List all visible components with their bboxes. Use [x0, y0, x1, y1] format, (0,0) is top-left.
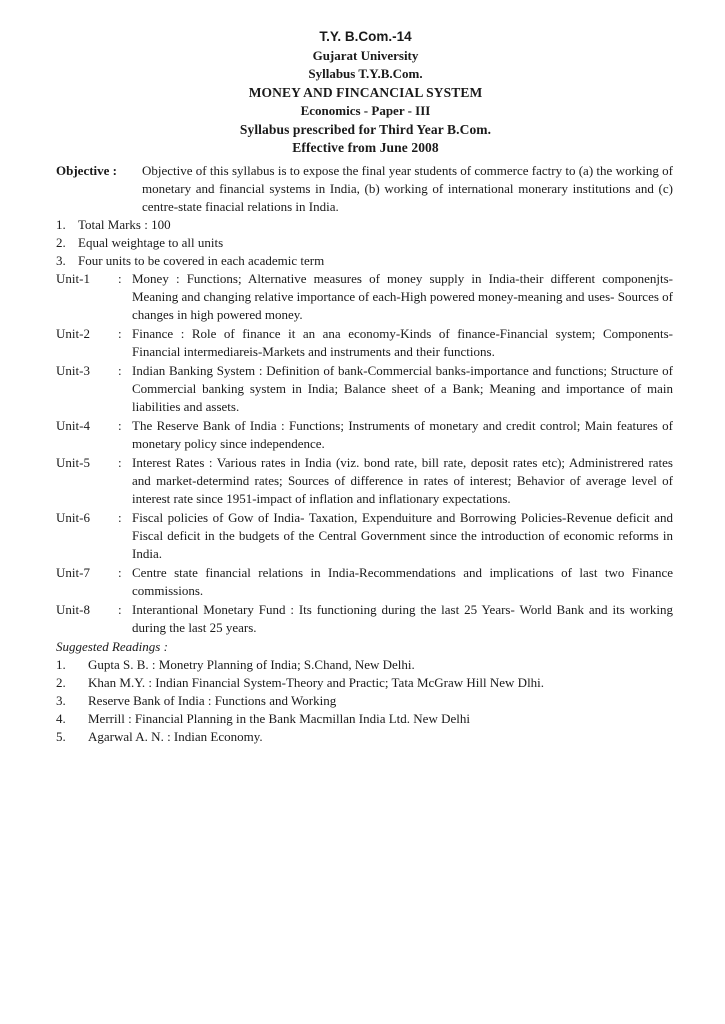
list-number: 1.	[56, 216, 66, 232]
reading-text: Reserve Bank of India : Functions and Working	[88, 692, 337, 708]
unit-colon: :	[118, 417, 122, 433]
paper-title: Economics - Paper - III	[300, 103, 431, 118]
reading-text: Gupta S. B. : Monetry Planning of India; S.Chand, New Delhi.	[88, 656, 415, 672]
unit-row	[56, 270, 675, 324]
unit-label: Unit-4	[56, 417, 90, 433]
unit-row	[56, 362, 675, 416]
unit-row	[56, 417, 675, 453]
unit-text: Centre state financial relations in India-Recommendations and implications of last two Finance commissions.	[132, 564, 673, 598]
unit-colon: :	[118, 325, 122, 341]
list-item	[56, 234, 675, 252]
unit-row	[56, 325, 675, 361]
list-text: Total Marks : 100	[78, 216, 171, 232]
unit-label: Unit-6	[56, 509, 90, 525]
subject-title: MONEY AND FINCANCIAL SYSTEM	[248, 84, 483, 100]
unit-row	[56, 454, 675, 508]
reading-text: Merrill : Financial Planning in the Bank Macmillan India Ltd. New Delhi	[88, 710, 470, 726]
unit-label: Unit-5	[56, 454, 90, 470]
reading-item	[56, 692, 675, 710]
objective-text: Objective of this syllabus is to expose the final year students of commerce factry to (a) the working of monetary and financial systems in India, (b) working of international monerary institutions and (c) centre-state finacial relations in India.	[142, 162, 673, 214]
unit-colon: :	[118, 454, 122, 470]
reading-number: 3.	[56, 692, 66, 708]
unit-text: Fiscal policies of Gow of India- Taxation, Expenduiture and Borrowing Policies-Revenue deficit and Fiscal deficit in the budgets of the Central Government since the introduction of economic reforms in India.	[132, 509, 673, 561]
objective-label: Objective :	[56, 162, 118, 178]
reading-number: 2.	[56, 674, 66, 690]
list-number: 2.	[56, 234, 66, 250]
list-item	[56, 216, 675, 234]
unit-row	[56, 601, 675, 637]
units-section	[56, 270, 675, 637]
reading-number: 5.	[56, 728, 66, 744]
reading-item	[56, 710, 675, 728]
unit-colon: :	[118, 270, 122, 286]
prescribed-line: Syllabus prescribed for Third Year B.Com.	[239, 121, 492, 137]
unit-colon: :	[118, 564, 122, 580]
unit-colon: :	[118, 362, 122, 378]
unit-colon: :	[118, 601, 122, 617]
list-text: Four units to be covered in each academic term	[78, 252, 325, 268]
unit-text: Money : Functions; Alternative measures of money supply in India-their different componenjts- Meaning and changing relative importance of each-High powered money-meaning and uses- Sources of changes in high powered money.	[132, 270, 673, 322]
reading-number: 4.	[56, 710, 66, 726]
reading-text: Agarwal A. N. : Indian Economy.	[88, 728, 263, 744]
course-code: T.Y. B.Com.-14	[319, 29, 412, 44]
unit-row	[56, 564, 675, 600]
reading-item	[56, 728, 675, 746]
list-item	[56, 252, 675, 270]
unit-text: Interest Rates : Various rates in India (viz. bond rate, bill rate, deposit rates etc); Administrered rates and market-determind rates; Sources of difference in rates of interest; Behavior of average level of interest rate since 1951-impact of inflation and inflationary expectations.	[132, 454, 673, 506]
reading-number: 1.	[56, 656, 66, 672]
unit-label: Unit-8	[56, 601, 90, 617]
syllabus-title: Syllabus T.Y.B.Com.	[308, 66, 423, 81]
reading-item	[56, 656, 675, 674]
list-text: Equal weightage to all units	[78, 234, 224, 250]
unit-row	[56, 509, 675, 563]
reading-text: Khan M.Y. : Indian Financial System-Theory and Practic; Tata McGraw Hill New Dlhi.	[88, 674, 545, 690]
document-header	[56, 28, 675, 158]
effective-date: Effective from June 2008	[292, 140, 439, 155]
readings-list	[56, 656, 675, 746]
unit-text: The Reserve Bank of India : Functions; Instruments of monetary and credit control; Main features of monetary policy since independence.	[132, 417, 673, 451]
unit-label: Unit-2	[56, 325, 90, 341]
unit-label: Unit-1	[56, 270, 90, 286]
unit-label: Unit-3	[56, 362, 90, 378]
objective-section	[56, 162, 675, 216]
university-name: Gujarat University	[312, 47, 419, 63]
reading-item	[56, 674, 675, 692]
unit-text: Finance : Role of finance it an ana economy-Kinds of finance-Financial system; Components- Financial intermediareis-Markets and instruments and their functions.	[132, 325, 673, 359]
rules-list	[56, 216, 675, 270]
list-number: 3.	[56, 252, 66, 268]
unit-text: Interantional Monetary Fund : Its functioning during the last 25 Years- World Bank and its working during the last 25 years.	[132, 601, 673, 635]
unit-label: Unit-7	[56, 564, 90, 580]
readings-heading: Suggested Readings :	[56, 638, 168, 654]
unit-text: Indian Banking System : Definition of bank-Commercial banks-importance and functions; Structure of Commercial banking system in India; Balance sheet of a Bank; Meaning and importance of main liabilities and assets.	[132, 362, 673, 414]
unit-colon: :	[118, 509, 122, 525]
